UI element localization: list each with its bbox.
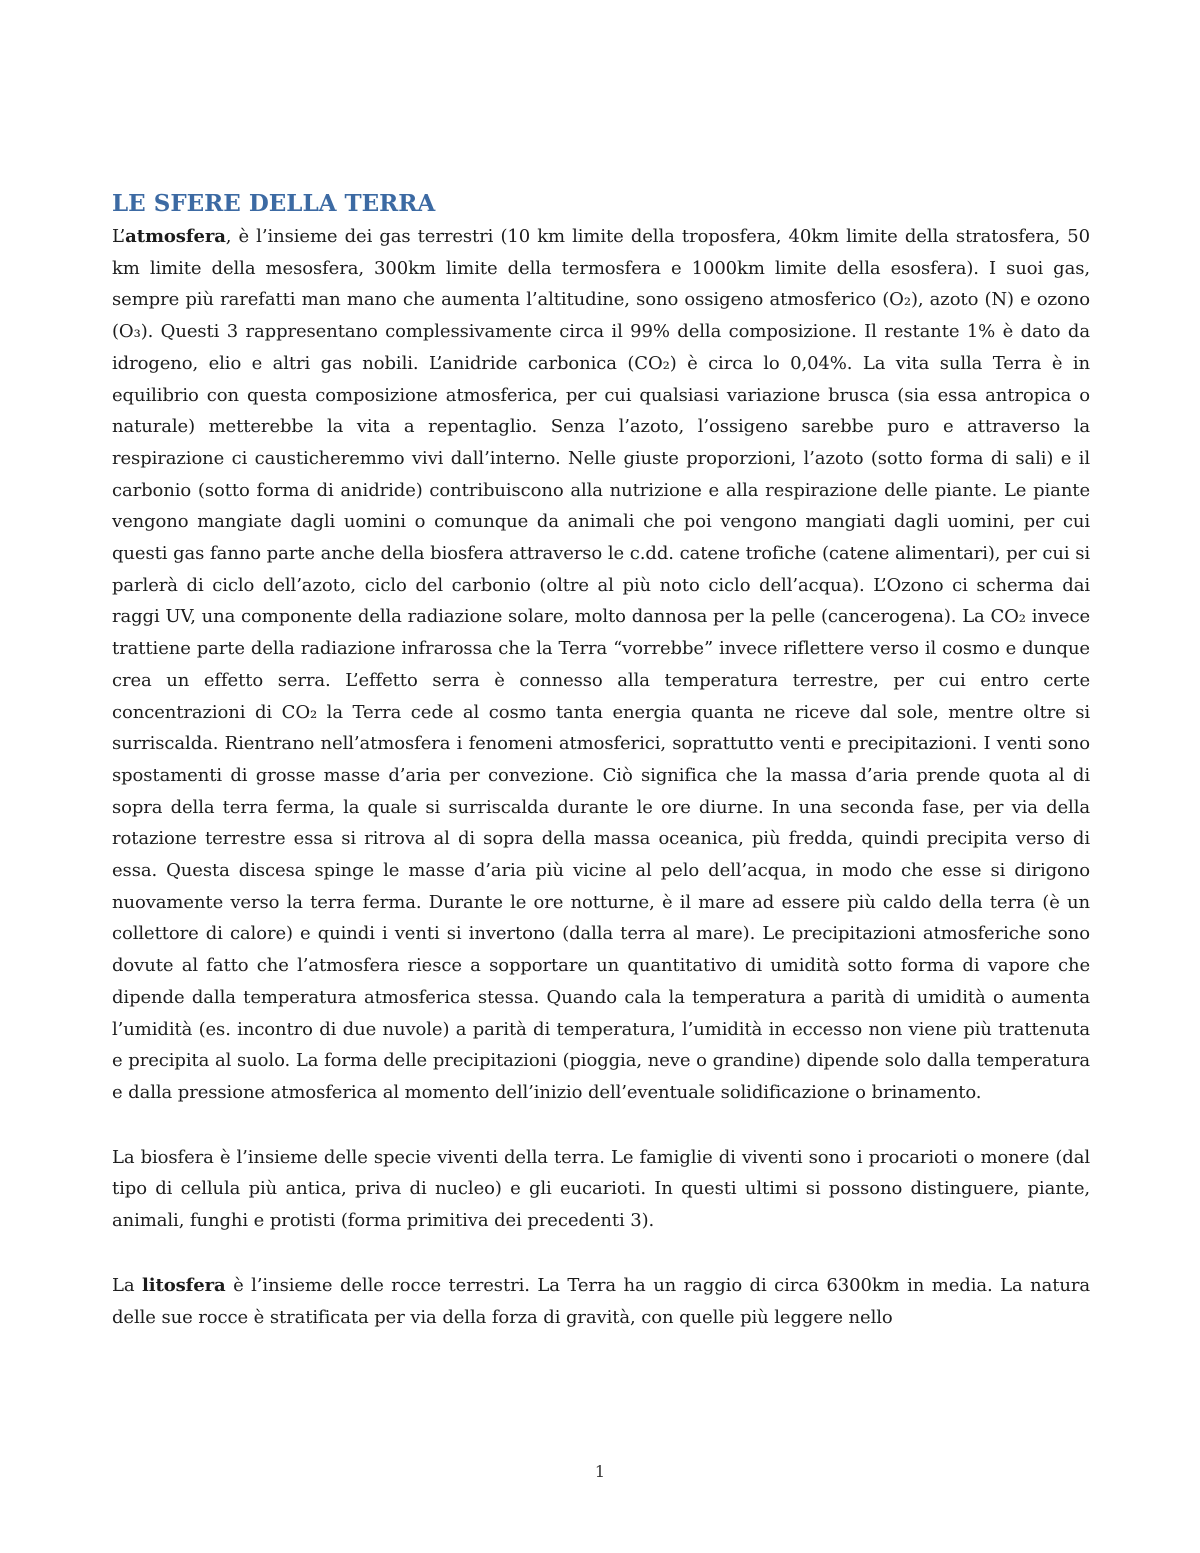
term-litosfera: litosfera (142, 1274, 226, 1296)
paragraph-atmosfera (112, 221, 1090, 1109)
paragraph-text: , è l’insieme dei gas terrestri (10 km limite della troposfera, 40km limite della stratosfera, 50 km limite della mesosfera, 300km limite della termosfera e 1000km limite della esosfera). I suoi gas, sempre più rarefatti man mano che aumenta l’altitudine, sono ossigeno atmosferico (O₂), azoto (N) e ozono (O₃). Questi 3 rappresentano complessivamente circa il 99% della composizione. Il restante 1% è dato da idrogeno, elio e altri gas nobili. L’anidride carbonica (CO₂) è circa lo 0,04%. La vita sulla Terra è in equilibrio con questa composizione atmosferica, per cui qualsiasi variazione brusca (sia essa antropica o naturale) metterebbe la vita a repentaglio. Senza l’azoto, l’ossigeno sarebbe puro e attraverso la respirazione ci causticheremmo vivi dall’interno. Nelle giuste proporzioni, l’azoto (sotto forma di sali) e il carbonio (sotto forma di anidride) contribuiscono alla nutrizione e alla respirazione delle piante. Le piante vengono mangiate dagli uomini o comunque da animali che poi vengono mangiati dagli uomini, per cui questi gas fanno parte anche della biosfera attraverso le c.dd. catene trofiche (catene alimentari), per cui si parlerà di ciclo dell’azoto, ciclo del carbonio (oltre al più noto ciclo dell’acqua). L’Ozono ci scherma dai raggi UV, una componente della radiazione solare, molto dannosa per la pelle (cancerogena). La CO₂ invece trattiene parte della radiazione infrarossa che la Terra “vorrebbe” invece riflettere verso il cosmo e dunque crea un effetto serra. L’effetto serra è connesso alla temperatura terrestre, per cui entro certe concentrazioni di CO₂ la Terra cede al cosmo tanta energia quanta ne riceve dal sole, mentre oltre si surriscalda. Rientrano nell’atmosfera i fenomeni atmosferici, soprattutto venti e precipitazioni. I venti sono spostamenti di grosse masse d’aria per convezione. Ciò significa che la massa d’aria prende quota al di sopra della terra ferma, la quale si surriscalda durante le ore diurne. In una seconda fase, per via della rotazione terrestre essa si ritrova al di sopra della massa oceanica, più fredda, quindi precipita verso di essa. Questa discesa spinge le masse d’aria più vicine al pelo dell’acqua, in modo che esse si dirigono nuovamente verso la terra ferma. Durante le ore notturne, è il mare ad essere più caldo della terra (è un collettore di calore) e quindi i venti si invertono (dalla terra al mare). Le precipitazioni atmosferiche sono dovute al fatto che l’atmosfera riesce a sopportare un quantitativo di umidità sotto forma di vapore che dipende dalla temperatura atmosferica stessa. Quando cala la temperatura a parità di umidità o aumenta l’umidità (es. incontro di due nuvole) a parità di temperatura, l’umidità in eccesso non viene più trattenuta e precipita al suolo. La forma delle precipitazioni (pioggia, neve o grandine) dipende solo dalla temperatura e dalla pressione atmosferica al momento dell’inizio dell’eventuale solidificazione o brinamento. (112, 226, 1090, 1103)
page-number: 1 (594, 1462, 606, 1481)
paragraph-lead: L’ (112, 226, 126, 247)
term-atmosfera: atmosfera (125, 226, 226, 247)
paragraph-lead: La (112, 1274, 142, 1296)
document-title: LE SFERE DELLA TERRA (112, 190, 436, 217)
paragraph-biosfera (112, 1142, 1090, 1237)
document-body (112, 187, 1090, 1366)
paragraph-litosfera (112, 1270, 1090, 1333)
paragraph-text: è l’insieme delle rocce terrestri. La Terra ha un raggio di circa 6300km in media. La natura delle sue rocce è stratificata per via della forza di gravità, con quelle più leggere nello (112, 1274, 1090, 1328)
paragraph-text: La biosfera è l’insieme delle specie viventi della terra. Le famiglie di viventi sono i procarioti o monere (dal tipo di cellula più antica, priva di nucleo) e gli eucarioti. In questi ultimi si possono distinguere, piante, animali, funghi e protisti (forma primitiva dei precedenti 3). (112, 1146, 1090, 1232)
